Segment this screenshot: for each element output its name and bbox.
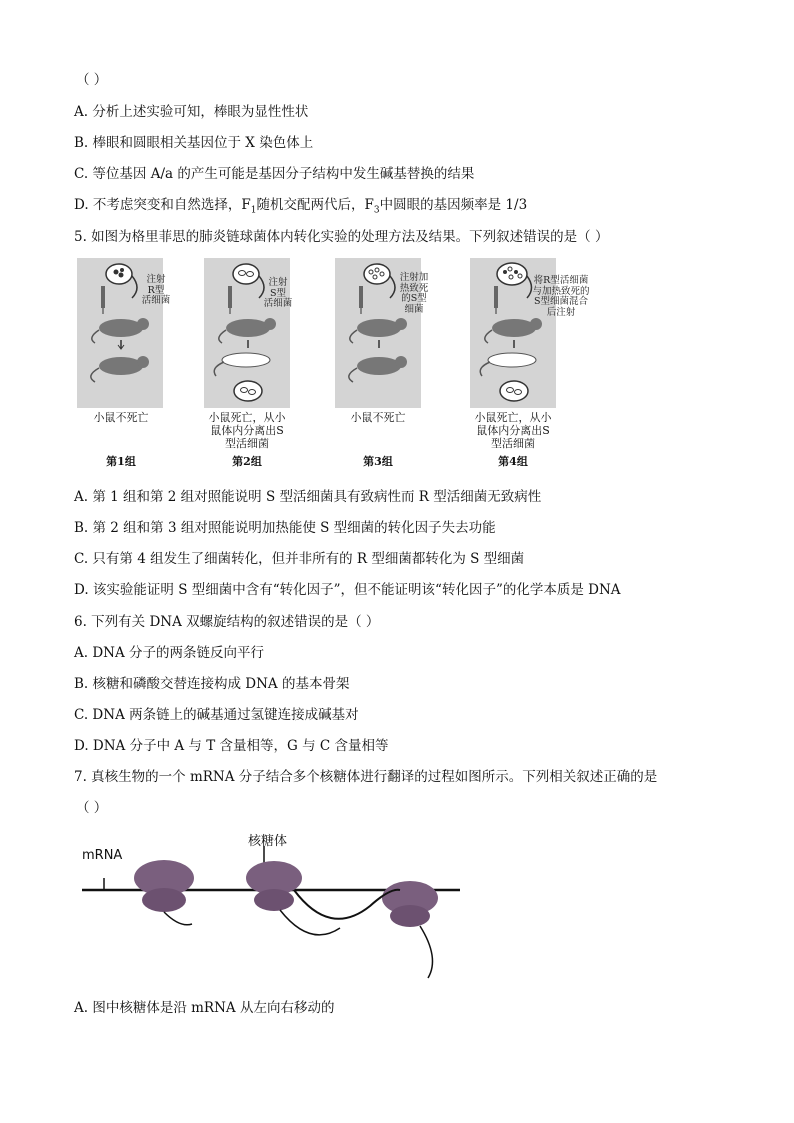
q7-stem: 7. 真核生物的一个 mRNA 分子结合多个核糖体进行翻译的过程如图所示。下列相关叙述正确的是 [74,769,658,785]
q4-option-d-part2: 随机交配两代后，F [256,197,374,213]
q5-option-b: B. 第 2 组和第 3 组对照能说明加热能使 S 型细菌的转化因子失去功能 [74,520,496,536]
q4-option-d-sub1: 1 [250,205,257,216]
q4-option-b: B. 棒眼和圆眼相关基因位于 X 染色体上 [74,135,314,151]
q6-option-b: B. 核糖和磷酸交替连接构成 DNA 的基本骨架 [74,676,350,692]
q6-option-a: A. DNA 分子的两条链反向平行 [74,645,265,661]
group3-result: 小鼠不死亡 [350,411,406,424]
q6-option-c: C. DNA 两条链上的碱基通过氢键连接成碱基对 [74,707,359,723]
q4-option-d [74,193,527,216]
group3-label: 第3组 [363,455,393,468]
group4-label: 第4组 [498,455,528,468]
q5-option-a: A. 第 1 组和第 2 组对照能说明 S 型活细菌具有致病性而 R 型活细菌无致病性 [74,489,542,505]
group4-result: 小鼠死亡，从小 鼠体内分离出S 型活细菌 [474,411,552,450]
group2-injection-label: 注射 S型 活细菌 [263,277,293,309]
group4-injection-label: 将R型活细菌 与加热致死的 S型细菌混合 后注射 [532,275,590,318]
ribosome-diagram [80,828,480,988]
q4-option-a: A. 分析上述实验可知，棒眼为显性性状 [74,104,309,120]
group2-label: 第2组 [232,455,262,468]
group2-result: 小鼠死亡，从小 鼠体内分离出S 型活细菌 [208,411,286,450]
q4-option-d-sub2: 3 [373,205,380,216]
q5-stem: 5. 如图为格里菲思的肺炎链球菌体内转化实验的处理方法及结果。下列叙述错误的是（ ） [74,229,609,245]
q5-option-d: D. 该实验能证明 S 型细菌中含有“转化因子”，但不能证明该“转化因子”的化学本质是 DNA [74,582,621,598]
translation-illustration [80,828,480,988]
q5-option-c: C. 只有第 4 组发生了细菌转化，但并非所有的 R 型细菌都转化为 S 型细菌 [74,551,525,567]
q4-answer-paren: （ ） [76,72,108,88]
q7-option-a: A. 图中核糖体是沿 mRNA 从左向右移动的 [74,1000,335,1016]
ribosome-label: 核糖体 [248,834,288,849]
q7-answer-paren: （ ） [76,800,108,816]
group1-injection-label: 注射 R型 活细菌 [141,274,171,306]
mrna-label: mRNA [82,848,123,863]
q4-option-d-part1: D. 不考虑突变和自然选择，F [74,197,251,213]
q4-option-c: C. 等位基因 A/a 的产生可能是基因分子结构中发生碱基替换的结果 [74,166,475,182]
group1-label: 第1组 [106,455,136,468]
group3-injection-label: 注射加 热致死 的S型 细菌 [399,272,429,315]
q6-option-d: D. DNA 分子中 A 与 T 含量相等，G 与 C 含量相等 [74,738,389,754]
group1-result: 小鼠不死亡 [93,411,149,424]
q6-stem: 6. 下列有关 DNA 双螺旋结构的叙述错误的是（ ） [74,614,380,630]
q4-option-d-part3: 中圆眼的基因频率是 1/3 [379,197,528,213]
